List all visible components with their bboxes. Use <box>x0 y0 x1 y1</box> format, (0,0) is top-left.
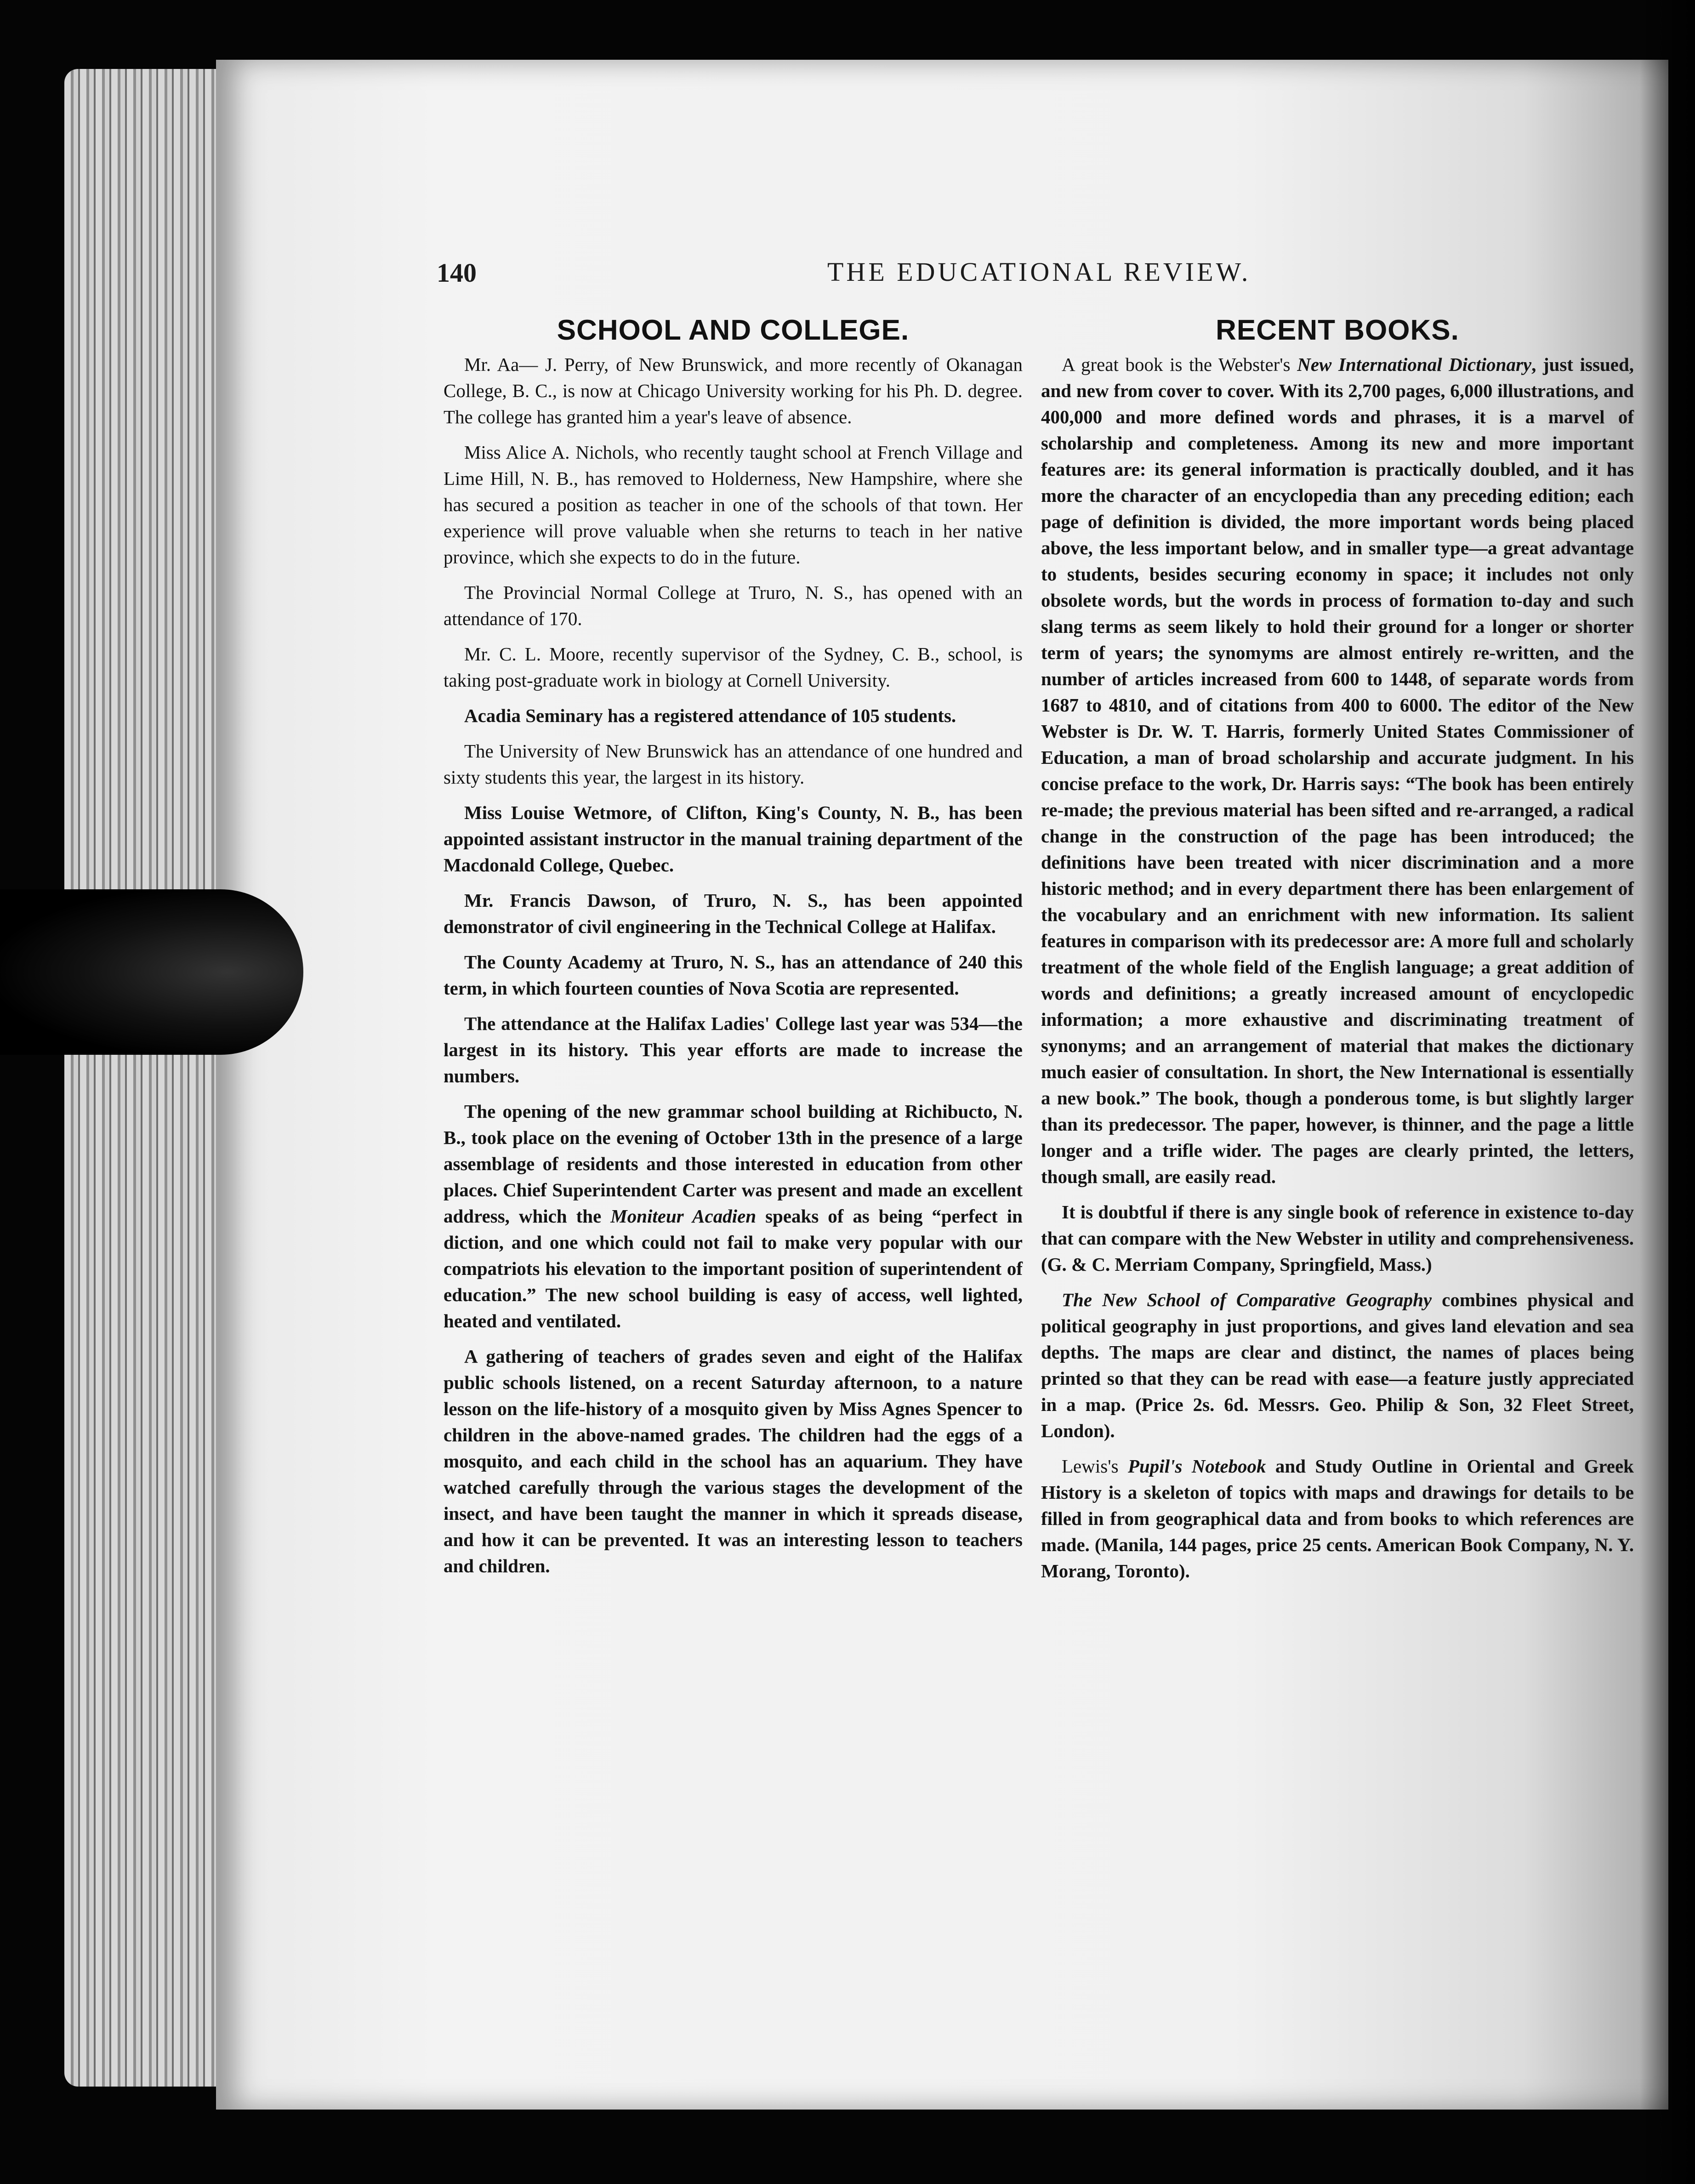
journal-title: THE EDUCATIONAL REVIEW. <box>827 257 1251 287</box>
news-item-richibucto <box>444 1098 1023 1334</box>
geography-body: combines physical and political geography in just proportions, and gives land elevation and sea depths. The maps are clear and distinct, the names of places being printed so that they can be read with ease—a feature justly appreciated in a map. (Price 2s. 6d. Messrs. Geo. Philip & Son, 32 Fleet Street, London). <box>1041 1289 1634 1441</box>
review-webster-closing: It is doubtful if there is any single book of reference in existence to-day that can compare with the New Webster in utility and comprehensiveness. (G. & C. Merriam Company, Springfield, Mass.) <box>1041 1201 1634 1275</box>
section-heading-recent-books: RECENT BOOKS. <box>1216 314 1459 346</box>
notebook-title: Pupil's Notebook <box>1127 1456 1266 1477</box>
review-geography <box>1041 1287 1634 1444</box>
news-item-unb: The University of New Brunswick has an attendance of one hundred and sixty students this year, the largest in its history. <box>444 740 1023 788</box>
school-and-college-column <box>444 314 1023 1588</box>
news-item-county-academy: The County Academy at Truro, N. S., has an attendance of 240 this term, in which fourteen counties of Nova Scotia are represented. <box>444 951 1023 999</box>
news-item-perry: Mr. Aa— J. Perry, of New Brunswick, and more recently of Okanagan College, B. C., is now at Chicago University working for his Ph. D. degree. The college has granted him a year's leave of absence. <box>444 354 1023 427</box>
review-webster <box>1041 352 1634 1190</box>
notebook-lead: Lewis's <box>1062 1456 1128 1477</box>
thumb-shadow <box>0 889 303 1055</box>
richibucto-text-continued: speaks of as being “perfect in diction, and one which could not fail to make very popular with our compatriots his elevation to the important position of superintendent of education.” The new school building is easy of access, well lighted, heated and ventilated. <box>444 1206 1023 1331</box>
news-item-nichols: Miss Alice A. Nichols, who recently taught school at French Village and Lime Hill, N. B., has removed to Holderness, New Hampshire, where she has secured a position as teacher in one of the schools of that town. Her experience will prove valuable when she returns to teach in her native province, which she expects to do in the future. <box>444 442 1023 568</box>
richibucto-text: The opening of the new grammar school building at Richibucto, N. B., took place on the evening of October 13th in the presence of a large assemblage of residents and those interested in education from other places. Chief Superintendent Carter was present and made an excellent address, which the <box>444 1101 1023 1227</box>
book-page-edges <box>64 69 221 2087</box>
running-head <box>437 253 1632 294</box>
geography-title: The New School of Comparative Geography <box>1062 1289 1432 1310</box>
page-number: 140 <box>437 258 477 288</box>
news-item-mosquito-lesson: A gathering of teachers of grades seven and eight of the Halifax public schools listened, on a recent Saturday afternoon, to a nature lesson on the life-history of a mosquito given by Miss Agnes Spencer to children in the above-named grades. The children had the eggs of a mosquito, and each child in the school has an aquarium. They have watched carefully through the various stages the development of the insect, and have been taught the manner in which it spreads disease, and how it can be prevented. It was an interesting lesson to teachers and children. <box>444 1346 1023 1576</box>
moniteur-acadien-title: Moniteur Acadien <box>610 1206 756 1227</box>
recent-books-column <box>1041 314 1634 1593</box>
news-item-ladies-college: The attendance at the Halifax Ladies' College last year was 534—the largest in its history. This year efforts are made to increase the numbers. <box>444 1013 1023 1086</box>
news-item-normal-college: The Provincial Normal College at Truro, N. S., has opened with an attendance of 170. <box>444 582 1023 629</box>
webster-title: New International Dictionary <box>1297 354 1532 375</box>
notebook-body: and Study Outline in Oriental and Greek History is a skeleton of topics with maps and drawings for details to be filled in from geographical data and from books to which references are made. (Manila, 144 pages, price 25 cents. American Book Company, N. Y. Morang, Toronto). <box>1041 1456 1634 1581</box>
news-item-moore: Mr. C. L. Moore, recently supervisor of the Sydney, C. B., school, is taking post-graduate work in biology at Cornell University. <box>444 643 1023 691</box>
section-heading-school-and-college: SCHOOL AND COLLEGE. <box>557 314 910 346</box>
news-item-acadia: Acadia Seminary has a registered attendance of 105 students. <box>464 705 956 726</box>
gutter-shadow <box>1640 0 1695 2184</box>
news-item-wetmore: Miss Louise Wetmore, of Clifton, King's County, N. B., has been appointed assistant instructor in the manual training department of the Macdonald College, Quebec. <box>444 802 1023 876</box>
webster-lead: A great book is the Webster's <box>1062 354 1297 375</box>
webster-body: , just issued, and new from cover to cover. With its 2,700 pages, 6,000 illustrations, and 400,000 and more defined words and phrases, it is a marvel of scholarship and completeness. Among its new and more important features are: its general information is practically doubled, and it has more the character of an encyclopedia than any preceding edition; each page of definition is divided, the more important words being placed above, the less important below, and in smaller type—a great advantage to students, besides securing economy in space; it includes not only obsolete words, but the words in process of formation to-day and such slang terms as seem likely to hold their ground for a longer or shorter term of years; the synomyms are almost entirely re-written, and the number of articles increased from 600 to 1448, of separate words from 1687 to 4810, and of citations from 400 to 6000. The editor of the New Webster is Dr. W. T. Harris, formerly United States Commissioner of Education, a man of broad scholarship and accurate judgment. In his concise preface to the work, Dr. Harris says: “The book has been entirely re-made; the previous material has been sifted and re-arranged, a radical change in the construction of the page has been introduced; the definitions have been treated with nicer discrimination and a more historic method; and in every department there has been enlargement of the vocabulary and an enrichment with new information. Its salient features in comparison with its predecessor are: A more full and scholarly treatment of the whole field of the English language; a great addition of words and definitions; a greatly increased amount of encyclopedic information; a more exhaustive and discriminating treatment of synonyms; and an arrangement of material that makes the dictionary much easier of consultation. In short, the New International is essentially a new book.” The book, though a ponderous tome, is but slightly larger than its predecessor. The paper, however, is thinner, and the page a little longer and a trifle wider. The pages are clearly printed, the letters, though small, are easily read. <box>1041 354 1634 1187</box>
news-item-dawson: Mr. Francis Dawson, of Truro, N. S., has been appointed demonstrator of civil engineering in the Technical College at Halifax. <box>444 890 1023 937</box>
review-notebook <box>1041 1453 1634 1584</box>
